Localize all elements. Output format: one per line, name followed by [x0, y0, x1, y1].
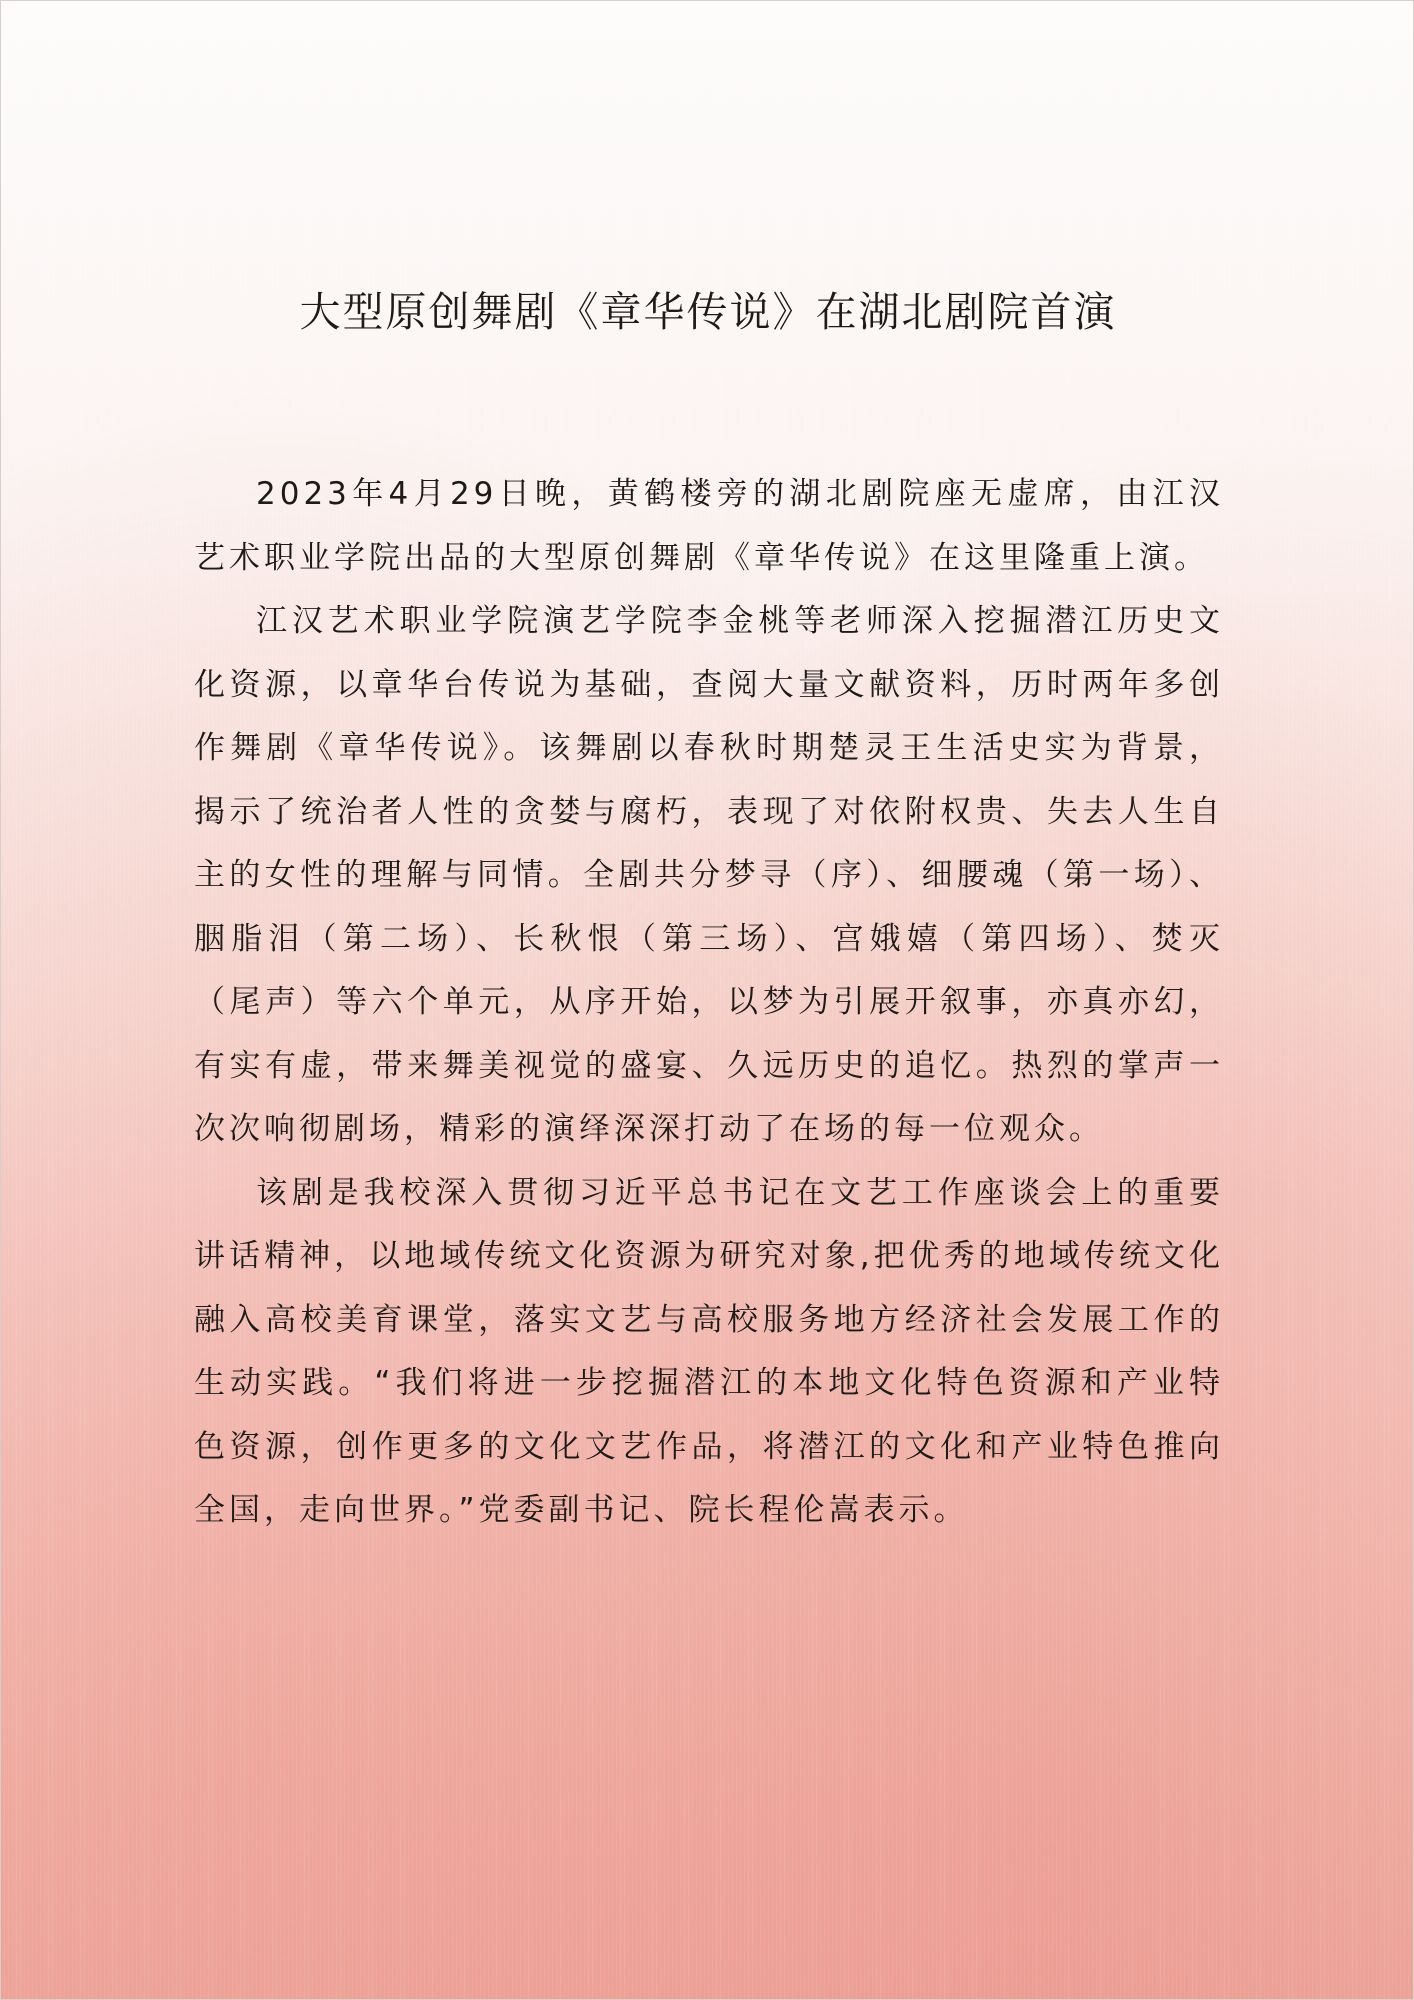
paragraph-significance: 该剧是我校深入贯彻习近平总书记在文艺工作座谈会上的重要讲话精神，以地域传统文化资源为研究对象,把优秀的地域传统文化融入高校美育课堂，落实文艺与高校服务地方经济社会发展工作的生动实践。“我们将进一步挖掘潜江的本地文化特色资源和产业特色资源，创作更多的文化文艺作品，将潜江的文化和产业特色推向全国，走向世界。”党委副书记、院长程伦嵩表示。	[194, 1174, 1224, 1528]
article-title: 大型原创舞剧《章华传说》在湖北剧院首演	[299, 288, 1117, 336]
article-body	[194, 463, 1224, 1543]
paragraph-creation: 江汉艺术职业学院演艺学院李金桃等老师深入挖掘潜江历史文化资源，以章华台传说为基础，查阅大量文献资料，历时两年多创作舞剧《章华传说》。该舞剧以春秋时期楚灵王生活史实为背景，揭示了统治者人性的贪婪与腐朽，表现了对依附权贵、失去人生自主的女性的理解与同情。全剧共分梦寻（序）、细腰魂（第一场）、胭脂泪（第二场）、长秋恨（第三场）、宫娥嬉（第四场）、焚灭（尾声）等六个单元，从序开始，以梦为引展开叙事，亦真亦幻，有实有虚，带来舞美视觉的盛宴、久远历史的追忆。热烈的掌声一次次响彻剧场，精彩的演绎深深打动了在场的每一位观众。	[194, 603, 1224, 1147]
paragraph-premiere: 2023年4月29日晚，黄鹤楼旁的湖北剧院座无虚席，由江汉艺术职业学院出品的大型原创舞剧《章华传说》在这里隆重上演。	[194, 476, 1224, 576]
